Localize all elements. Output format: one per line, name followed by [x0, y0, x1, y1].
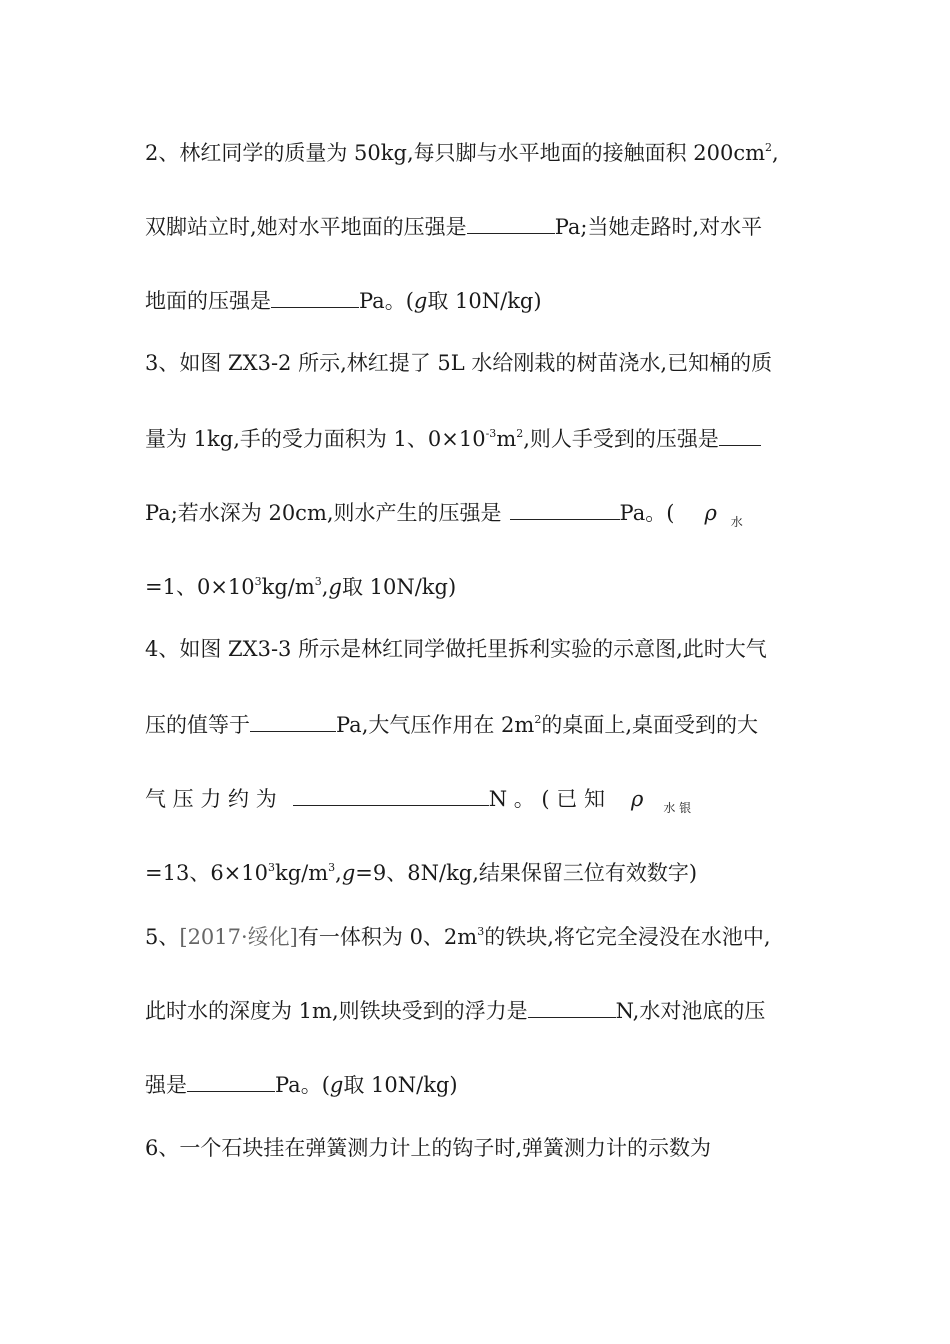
q4-text: kg/m: [275, 861, 329, 885]
q3-line-1: [145, 348, 772, 378]
q2-number: 2、: [145, 141, 180, 165]
q2-text: Pa;当她走路时,对水平: [554, 215, 763, 239]
answer-blank[interactable]: [719, 425, 761, 446]
rho-symbol: ρ: [704, 501, 717, 525]
q3-line-2: [145, 424, 761, 454]
q4-text: =13、6×10: [145, 861, 268, 885]
q2-line-1: [145, 138, 779, 168]
q3-text: kg/m: [261, 575, 315, 599]
g-symbol: g: [328, 575, 342, 599]
q4-line-2: [145, 710, 758, 740]
q5-text: N,水对池底的压: [615, 999, 766, 1023]
q5-text: 的铁块,将它完全浸没在水池中,: [484, 925, 771, 949]
q5-line-3: [145, 1070, 458, 1100]
q2-line-2: [145, 212, 762, 242]
q3-text: ,则人手受到的压强是: [523, 427, 719, 451]
q5-text: 此时水的深度为 1m,则铁块受到的浮力是: [145, 999, 528, 1023]
superscript: 3: [328, 861, 336, 874]
q6-line-1: [145, 1133, 711, 1163]
superscript: 3: [477, 925, 485, 938]
q2-text: 林红同学的质量为 50kg,每只脚与水平地面的接触面积 200cm: [179, 141, 766, 165]
q5-text: 有一体积为 0、2m: [297, 925, 478, 949]
answer-blank[interactable]: [293, 785, 489, 806]
q6-text: 6、一个石块挂在弹簧测力计上的钩子时,弹簧测力计的示数为: [145, 1136, 712, 1160]
q4-line-1: [145, 634, 767, 664]
q4-line-3: [145, 784, 691, 823]
superscript: -3: [485, 427, 497, 440]
q5-text: 取 10N/kg): [343, 1073, 458, 1097]
q3-text: m: [496, 427, 517, 451]
q4-text: ,: [335, 861, 342, 885]
q5-line-1: [145, 922, 771, 952]
superscript: 2: [534, 713, 542, 726]
q2-text: Pa。(: [359, 289, 414, 313]
q4-text: =9、8N/kg,结果保留三位有效数字): [355, 861, 698, 885]
q4-text: N 。 ( 已 知: [488, 787, 605, 811]
q3-text: Pa。(: [619, 501, 675, 525]
q2-text: 地面的压强是: [145, 289, 271, 313]
subscript: 水: [730, 515, 743, 529]
answer-blank[interactable]: [467, 213, 555, 234]
q4-text: 气 压 力 约 为: [145, 787, 277, 811]
q3-line-4: [145, 572, 456, 602]
rho-symbol: ρ: [630, 787, 644, 811]
superscript: 2: [516, 427, 524, 440]
answer-blank[interactable]: [187, 1071, 275, 1092]
q5-line-2: [145, 996, 765, 1026]
q3-text: ,: [321, 575, 329, 599]
source-tag: [2017·绥化]: [179, 925, 298, 949]
q5-text: 强是: [145, 1073, 187, 1097]
superscript: 3: [314, 575, 322, 588]
q3-text: Pa;若水深为 20cm,则水产生的压强是: [145, 501, 502, 525]
q2-line-3: [145, 286, 542, 316]
g-symbol: g: [413, 289, 428, 313]
answer-blank[interactable]: [528, 997, 616, 1018]
answer-blank[interactable]: [250, 711, 336, 732]
g-symbol: g: [329, 1073, 344, 1097]
superscript: 3: [268, 861, 275, 874]
q3-text: 取 10N/kg): [341, 575, 457, 599]
answer-blank[interactable]: [271, 287, 359, 308]
answer-blank[interactable]: [510, 499, 620, 520]
q3-text: =1、0×10: [145, 575, 255, 599]
q4-text: Pa,大气压作用在 2m: [336, 713, 535, 737]
q5-number: 5、: [145, 925, 180, 949]
q2-text: 双脚站立时,她对水平地面的压强是: [145, 215, 467, 239]
q4-text: 压的值等于: [145, 713, 250, 737]
g-symbol: g: [341, 861, 356, 885]
q3-text: 量为 1kg,手的受力面积为 1、0×10: [145, 427, 486, 451]
q4-line-4: [145, 858, 697, 888]
q2-text: 取 10N/kg): [427, 289, 542, 313]
superscript: 2: [765, 141, 773, 154]
q4-text: 4、如图 ZX3-3 所示是林红同学做托里拆利实验的示意图,此时大气: [145, 637, 767, 661]
q2-text-tail: ,: [772, 141, 779, 165]
q5-text: Pa。(: [275, 1073, 330, 1097]
superscript: 3: [254, 575, 262, 588]
q3-line-3: [145, 498, 743, 537]
q3-text: 3、如图 ZX3-2 所示,林红提了 5L 水给刚栽的树苗浇水,已知桶的质: [145, 351, 773, 375]
q4-text: 的桌面上,桌面受到的大: [541, 713, 759, 737]
subscript: 水 银: [663, 801, 692, 815]
